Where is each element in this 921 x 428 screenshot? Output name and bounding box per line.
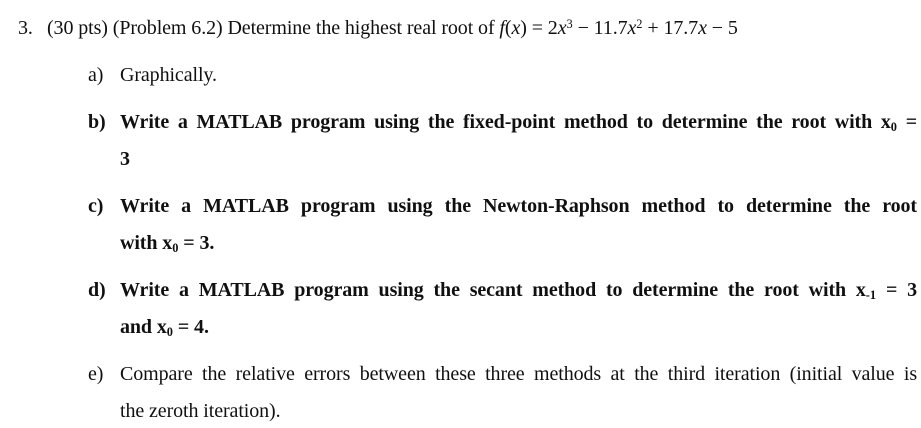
math-variable: x — [698, 17, 707, 39]
list-item-label: e) — [88, 363, 104, 385]
text-run: 3 — [120, 148, 130, 170]
text-run: − 5 — [706, 17, 738, 39]
text-line — [120, 309, 917, 346]
list-item-text — [120, 57, 917, 94]
list-item — [88, 356, 917, 428]
math-variable: x — [557, 17, 567, 39]
list-item-label: c) — [88, 195, 104, 217]
list-item-text — [120, 104, 917, 178]
problem-subitems — [18, 57, 917, 428]
list-item — [88, 188, 917, 262]
text-run: with x — [120, 232, 173, 254]
math-variable: x — [511, 17, 521, 39]
list-item — [88, 272, 917, 346]
math-script: 0 — [890, 120, 897, 135]
text-run: − 11.7 — [572, 17, 628, 39]
list-item-text — [120, 272, 917, 346]
text-run: = 4. — [172, 316, 209, 338]
text-line — [120, 225, 917, 262]
math-variable: f — [499, 17, 505, 39]
math-script: 3 — [566, 16, 573, 31]
text-run: Graphically. — [120, 64, 217, 86]
text-run: Write a MATLAB program using the fixed-point method to determine the root with x — [120, 111, 891, 133]
list-item — [88, 104, 917, 178]
list-item-text — [120, 188, 917, 262]
text-line — [120, 141, 917, 178]
list-item-label: d) — [88, 279, 106, 301]
text-run: + 17.7 — [642, 17, 699, 39]
text-run: Compare the relative errors between these three methods at the third iteration (initial value is — [120, 363, 917, 385]
text-run: the zeroth iteration). — [120, 400, 281, 422]
math-script: -1 — [865, 288, 877, 303]
text-run: = — [896, 111, 917, 133]
list-item-label: a) — [88, 64, 104, 86]
list-item-label: b) — [88, 111, 106, 133]
problem-header — [18, 10, 917, 47]
text-run: and x — [120, 316, 167, 338]
problem-statement — [47, 10, 917, 47]
text-run: ) = 2 — [520, 17, 558, 39]
math-script: 2 — [636, 16, 643, 31]
math-script: 0 — [166, 325, 173, 340]
text-run: ( — [504, 17, 512, 39]
text-line — [120, 104, 917, 141]
text-line — [120, 356, 917, 393]
text-line — [120, 393, 917, 428]
text-run: (30 pts) (Problem 6.2) Determine the highest real root of — [47, 17, 500, 39]
text-line — [120, 188, 917, 225]
text-line — [120, 57, 917, 94]
math-variable: x — [627, 17, 637, 39]
text-run: = 3. — [178, 232, 215, 254]
text-run: Write a MATLAB program using the Newton-Raphson method to determine the root — [120, 195, 917, 217]
text-line — [120, 272, 917, 309]
list-item-text — [120, 356, 917, 428]
text-run: = 3 — [876, 279, 917, 301]
problem-number: 3. — [18, 17, 33, 39]
math-script: 0 — [172, 241, 179, 256]
text-run: Write a MATLAB program using the secant method to determine the root with x — [120, 279, 866, 301]
list-item — [88, 57, 917, 94]
